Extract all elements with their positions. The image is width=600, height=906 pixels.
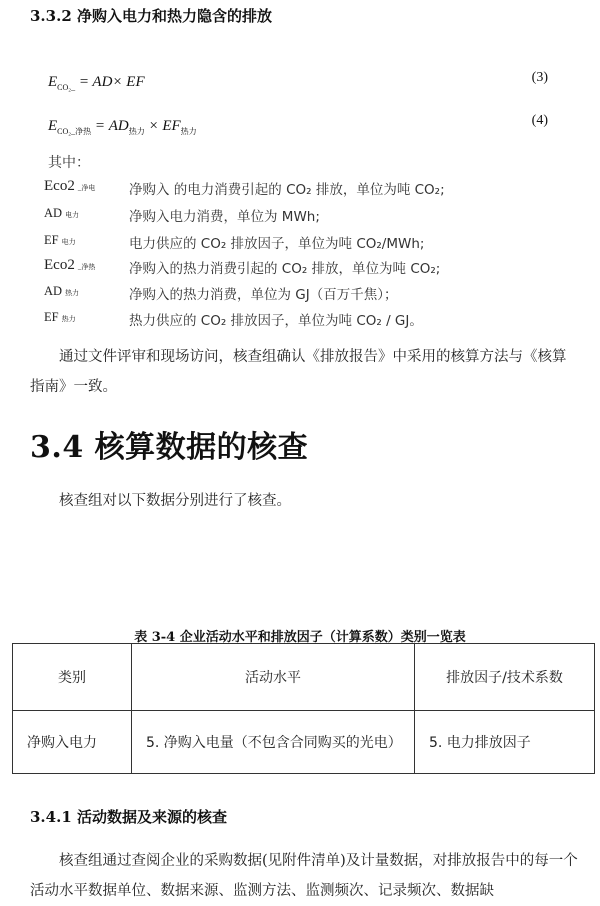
equation-rhs: × EF xyxy=(144,118,181,134)
definition-description: 净购入 的电力消费引起的 CO₂ 排放，单位为吨 CO₂; xyxy=(129,182,445,198)
table-header-cell: 排放因子/技术系数 xyxy=(415,644,595,711)
definition-symbol: AD 热力 xyxy=(44,284,80,298)
table-caption: 表 3-4 企业活动水平和排放因子（计算系数）类别一览表 xyxy=(134,630,466,645)
equation-lhs-subscript: CO₂_ xyxy=(57,83,76,92)
definition-row xyxy=(44,232,574,258)
equation-rhs: = AD× EF xyxy=(78,74,145,90)
definition-row xyxy=(44,257,574,283)
section-heading-3-4-1: 3.4.1 活动数据及来源的核查 xyxy=(30,808,227,826)
category-table xyxy=(12,643,595,774)
definition-description: 热力供应的 CO₂ 排放因子，单位为吨 CO₂ / GJ。 xyxy=(129,313,423,329)
definition-symbol: AD 电力 xyxy=(44,206,80,220)
definition-symbol: Eco2 _净热 xyxy=(44,257,96,273)
table-row xyxy=(13,711,595,774)
equation-3 xyxy=(48,74,145,92)
equation-lhs: E xyxy=(48,118,58,134)
definitions-label: 其中： xyxy=(48,155,90,171)
equation-number: (3) xyxy=(531,70,548,85)
table-header-cell: 类别 xyxy=(13,644,132,711)
definition-symbol: EF 热力 xyxy=(44,310,76,324)
section-heading-3-4: 3.4 核算数据的核查 xyxy=(30,430,309,465)
table-cell: 净购入电力 xyxy=(13,711,132,774)
definition-description: 电力供应的 CO₂ 排放因子，单位为吨 CO₂/MWh; xyxy=(129,236,425,252)
section-intro: 核查组对以下数据分别进行了核查。 xyxy=(59,493,291,509)
review-paragraph: 通过文件评审和现场访问，核查组确认《排放报告》中采用的核算方法与《核算指南》一致。 xyxy=(30,349,567,395)
definition-row xyxy=(44,205,574,231)
equation-rhs-subscript: 热力 xyxy=(180,127,197,136)
equation-4 xyxy=(48,118,197,137)
equation-rhs: = AD xyxy=(94,118,129,134)
definition-description: 净购入电力消费，单位为 MWh; xyxy=(129,209,320,225)
equation-number: (4) xyxy=(531,113,548,128)
equation-rhs-subscript: 热力 xyxy=(128,127,145,136)
table-header-cell: 活动水平 xyxy=(132,644,415,711)
definition-symbol: Eco2 _净电 xyxy=(44,178,96,194)
activity-data-paragraph: 核查组通过查阅企业的采购数据(见附件清单)及计量数据，对排放报告中的每一个活动水平数据单位、数据来源、监测方法、监测频次、记录频次、数据缺 xyxy=(30,853,578,899)
section-heading-3-3-2: 3.3.2 净购入电力和热力隐含的排放 xyxy=(30,7,272,25)
definition-description: 净购入的热力消费，单位为 GJ（百万千焦）； xyxy=(129,287,398,303)
equation-lhs-subscript: CO₂_净热 xyxy=(57,127,92,136)
table-cell: 5. 净购入电量（不包含合同购买的光电） xyxy=(132,711,415,774)
definition-row xyxy=(44,283,574,309)
table-cell: 5. 电力排放因子 xyxy=(415,711,595,774)
definition-description: 净购入的热力消费引起的 CO₂ 排放，单位为吨 CO₂; xyxy=(129,261,441,277)
definition-row xyxy=(44,309,574,335)
definition-row xyxy=(44,178,574,204)
table-header-row xyxy=(13,644,595,711)
definition-symbol: EF 电力 xyxy=(44,233,76,247)
equation-lhs: E xyxy=(48,74,58,90)
